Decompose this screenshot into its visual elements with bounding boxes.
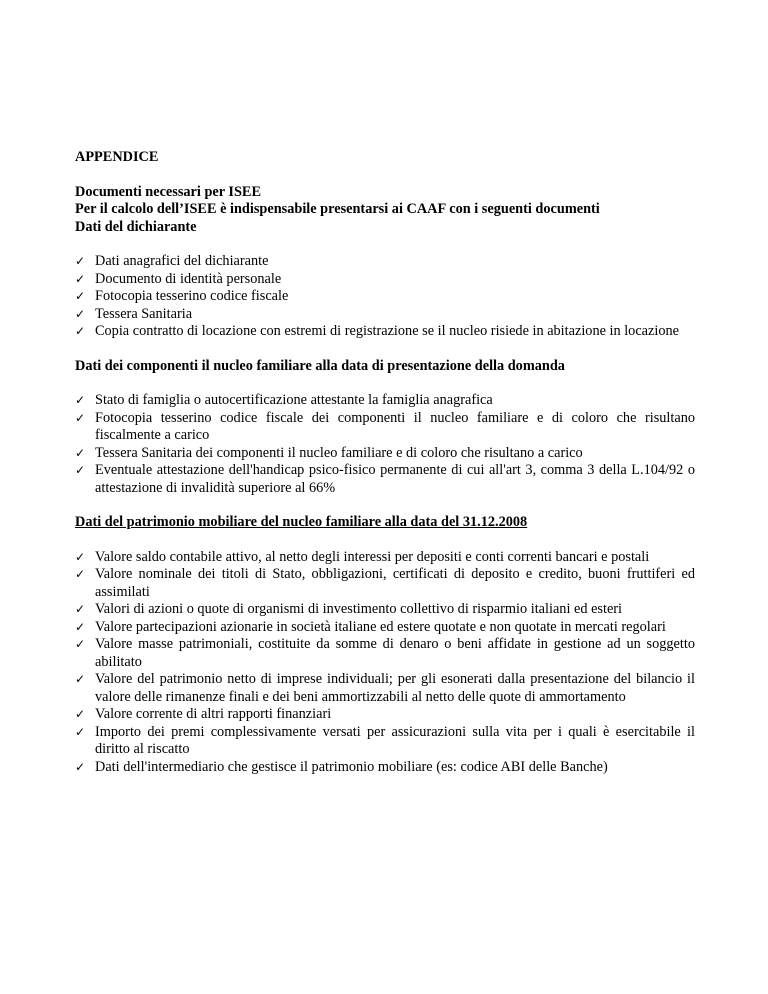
- check-icon: ✓: [75, 672, 86, 686]
- intro-heading: Documenti necessari per ISEE: [75, 183, 261, 200]
- document-title: APPENDICE: [75, 149, 159, 165]
- list-item: [75, 636, 695, 671]
- list-item-text: Tessera Sanitaria dei componenti il nucleo familiare e di coloro che risultano a carico: [95, 444, 583, 461]
- list-item: [75, 671, 695, 706]
- check-icon: ✓: [75, 707, 86, 721]
- list-item-text: Valore corrente di altri rapporti finanziari: [95, 706, 332, 722]
- list-item: [75, 253, 695, 271]
- list-item-text: Valore saldo contabile attivo, al netto degli interessi per depositi e conti correnti bancari e postali: [95, 548, 650, 565]
- check-icon: ✓: [75, 549, 86, 564]
- check-icon: ✓: [75, 324, 86, 338]
- list-item-text: Importo dei premi complessivamente versati per assicurazioni sulla vita per i quali è esercitabile il diritto al riscatto: [95, 723, 695, 757]
- check-icon: ✓: [75, 619, 86, 634]
- checklist-componenti: [75, 392, 695, 497]
- check-icon: ✓: [75, 393, 86, 407]
- list-item-text: Dati anagrafici del dichiarante: [95, 253, 269, 269]
- check-icon: ✓: [75, 567, 86, 581]
- list-item: [75, 601, 695, 619]
- list-item: [75, 271, 695, 289]
- list-item: [75, 392, 695, 410]
- list-item-text: Documento di identità personale: [95, 270, 282, 287]
- check-icon: ✓: [75, 637, 86, 651]
- section-heading-componenti: Dati dei componenti il nucleo familiare alla data di presentazione della domanda: [75, 357, 565, 374]
- check-icon: ✓: [75, 306, 86, 321]
- checklist-patrimonio: [75, 549, 695, 777]
- list-item: [75, 724, 695, 759]
- list-item: [75, 288, 695, 306]
- list-item: [75, 462, 695, 497]
- list-item-text: Copia contratto di locazione con estremi di registrazione se il nucleo risiede in abitazione in locazione: [95, 323, 679, 339]
- list-item-text: Fotocopia tesserino codice fiscale: [95, 288, 289, 304]
- list-item-text: Valore nominale dei titoli di Stato, obbligazioni, certificati di deposito e credito, buoni fruttiferi ed assimilati: [95, 566, 695, 600]
- list-item: [75, 759, 695, 777]
- list-item-text: Dati dell'intermediario che gestisce il patrimonio mobiliare (es: codice ABI delle Banche): [95, 758, 608, 775]
- list-item: [75, 706, 695, 724]
- check-icon: ✓: [75, 271, 86, 286]
- check-icon: ✓: [75, 410, 86, 425]
- intro-subheading: Per il calcolo dell’ISEE è indispensabile presentarsi ai CAAF con i seguenti documenti: [75, 201, 600, 217]
- check-icon: ✓: [75, 254, 86, 268]
- list-item-text: Valore del patrimonio netto di imprese individuali; per gli esonerati dalla presentazione del bilancio il valore delle rimanenze finali e dei beni ammortizzabili al netto delle quote di ammortamento: [95, 671, 695, 705]
- check-icon: ✓: [75, 289, 86, 303]
- section-heading-dichiarante: Dati del dichiarante: [75, 218, 197, 235]
- list-item-text: Valore partecipazioni azionarie in società italiane ed estere quotate e non quotate in mercati regolari: [95, 618, 666, 635]
- list-item-text: Eventuale attestazione dell'handicap psico-fisico permanente di cui all'art 3, comma 3 della L.104/92 o attestazione di invalidità superiore al 66%: [95, 462, 695, 496]
- list-item: [75, 549, 695, 567]
- checklist-dichiarante: [75, 253, 695, 341]
- list-item-text: Tessera Sanitaria: [95, 305, 193, 322]
- list-item: [75, 306, 695, 324]
- list-item: [75, 410, 695, 445]
- list-item-text: Valori di azioni o quote di organismi di investimento collettivo di risparmio italiani ed esteri: [95, 601, 623, 617]
- list-item: [75, 619, 695, 637]
- check-icon: ✓: [75, 759, 86, 774]
- list-item-text: Fotocopia tesserino codice fiscale dei componenti il nucleo familiare e di coloro che risultano fiscalmente a carico: [95, 409, 695, 443]
- list-item: [75, 566, 695, 601]
- check-icon: ✓: [75, 602, 86, 616]
- section-heading-patrimonio: Dati del patrimonio mobiliare del nucleo familiare alla data del 31.12.2008: [75, 514, 528, 530]
- check-icon: ✓: [75, 445, 86, 460]
- list-item: [75, 445, 695, 463]
- check-icon: ✓: [75, 463, 86, 477]
- document-page: [75, 149, 695, 776]
- list-item-text: Stato di famiglia o autocertificazione attestante la famiglia anagrafica: [95, 392, 493, 408]
- check-icon: ✓: [75, 724, 86, 739]
- list-item-text: Valore masse patrimoniali, costituite da somme di denaro o beni affidate in gestione ad un soggetto abilitato: [95, 636, 695, 670]
- list-item: [75, 323, 695, 341]
